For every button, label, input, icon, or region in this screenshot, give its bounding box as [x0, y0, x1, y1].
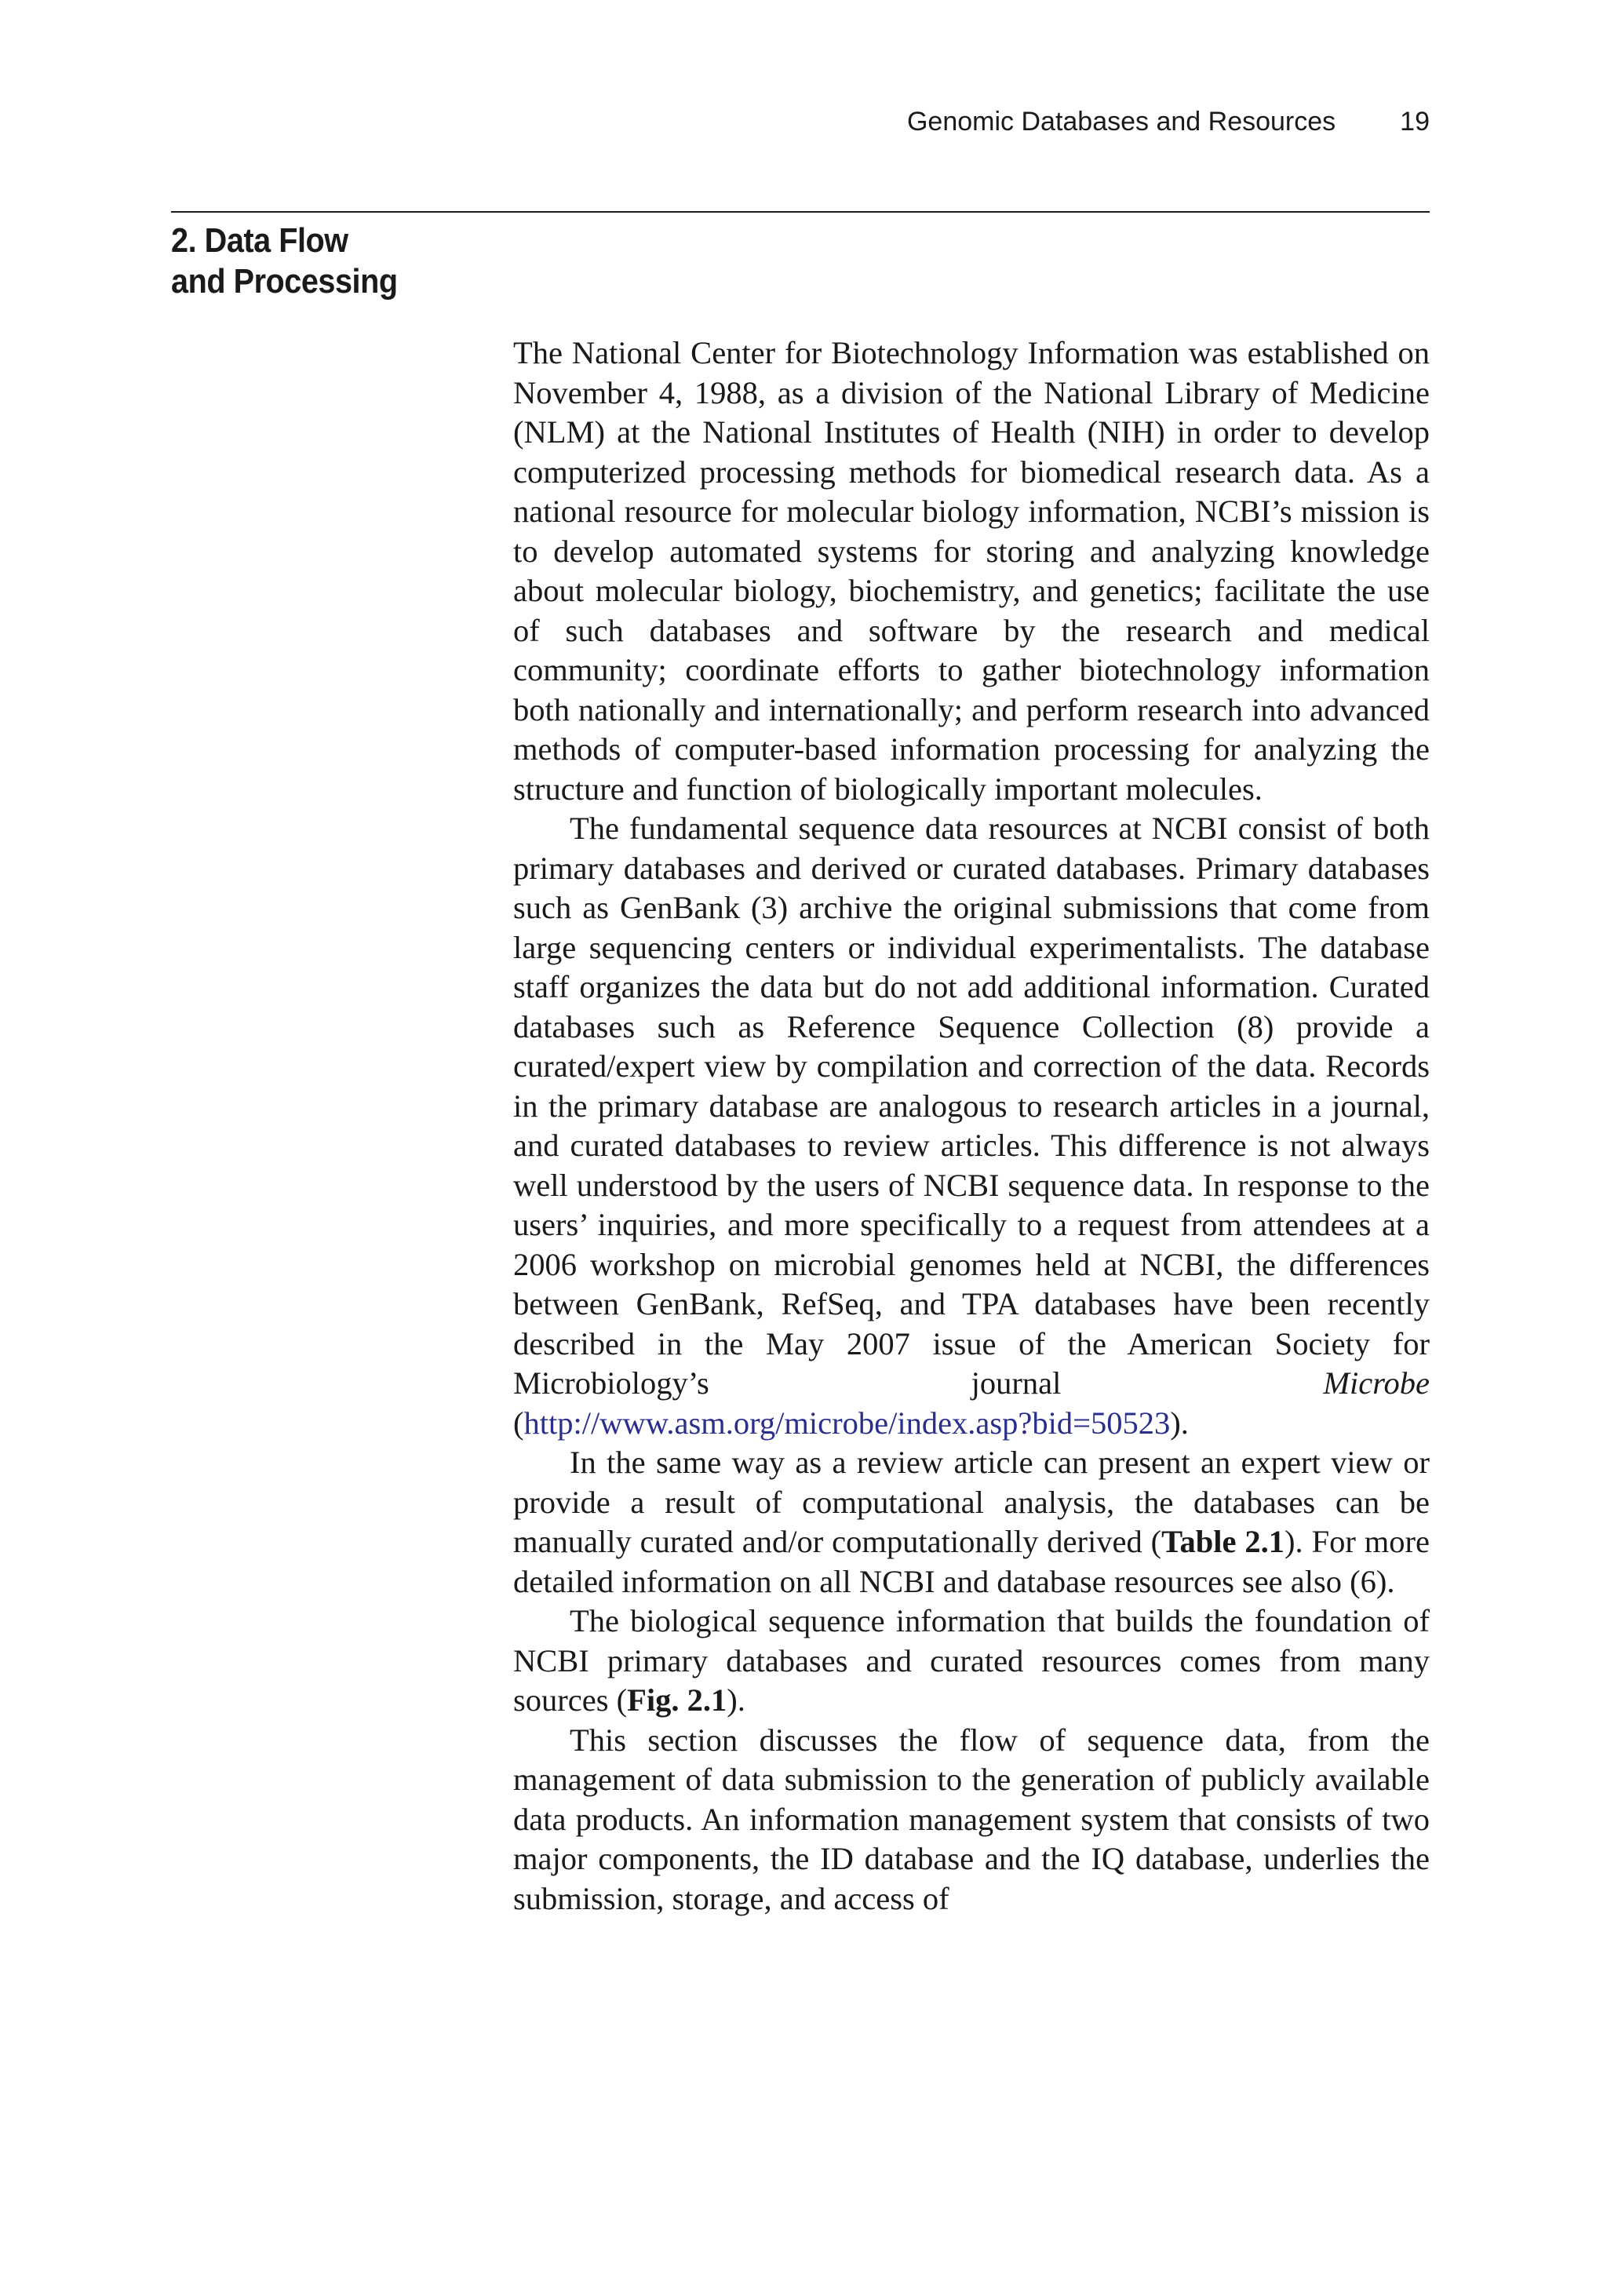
section-rule: [171, 211, 1430, 213]
paragraph-3-tail: ). For more detailed information on all NCBI and database resources see also (6).: [513, 1524, 1430, 1599]
table-reference: Table 2.1: [1161, 1524, 1285, 1559]
paragraph-1: The National Center for Biotechnology Information was established on November 4, 1988, as a division of the National Library of Medicine (NLM) at the National Institutes of Health (NIH) in order to develop computerized processing methods for biomedical research data. As a national resource for molecular biology information, NCBI’s mission is to develop automated systems for storing and analyzing knowledge about molecular biology, biochemistry, and genetics; facilitate the use of such databases and software by the research and medical community; coordinate efforts to gather biotechnology information both nationally and internationally; and perform research into advanced methods of computer-based information processing for analyzing the structure and function of biologically important molecules.: [513, 335, 1430, 807]
paragraph-5: This section discusses the flow of sequence data, from the management of data submission to the generation of publicly available data products. An information management system that consists of two major components, the ID database and the IQ database, underlies the submission, storage, and access of: [513, 1722, 1430, 1916]
section-heading-line-1: 2. Data Flow: [171, 221, 348, 260]
url-close-paren: ).: [1170, 1405, 1189, 1441]
paragraph-3-text: In the same way as a review article can present an expert view or provide a result of computational analysis, the databases can be manually curated and/or computationally derived (: [513, 1445, 1430, 1559]
paragraph-2-text: The fundamental sequence data resources at NCBI consist of both primary databases and derived or curated databases. Primary databases such as GenBank (3) archive the original submissions that come from large sequencing centers or individual experimentalists. The database staff organizes the data but do not add additional information. Curated databases such as Reference Sequence Collection (8) provide a curated/expert view by compilation and correction of the data. Records in the primary database are analogous to research articles in a journal, and curated databases to review articles. This difference is not always well understood by the users of NCBI sequence data. In response to the users’ inquiries, and more specifically to a request from attendees at a 2006 workshop on microbial genomes held at NCBI, the differences between GenBank, RefSeq, and TPA databases have been recently described in the May 2007 issue of the American Society for Microbiology’s journal: [513, 811, 1430, 1401]
running-head: [907, 108, 1430, 135]
paragraph-4-text: The biological sequence information that builds the foundation of NCBI primary databases and curated resources comes from many sources (: [513, 1603, 1430, 1718]
section-heading: [171, 220, 398, 302]
paragraph-4-tail: ).: [727, 1682, 745, 1718]
running-head-title: Genomic Databases and Resources: [906, 107, 1336, 137]
section-heading-line-2: and Processing: [171, 262, 398, 301]
page-number: 19: [1400, 107, 1430, 137]
paragraph-4: [513, 1602, 1430, 1721]
url-open-paren: (: [513, 1405, 524, 1441]
journal-name: Microbe: [1323, 1365, 1430, 1401]
microbe-url-link[interactable]: http://www.asm.org/microbe/index.asp?bid=50523: [523, 1405, 1171, 1441]
body-text: [513, 333, 1430, 1919]
figure-reference: Fig. 2.1: [627, 1682, 727, 1718]
paragraph-3: [513, 1443, 1430, 1602]
paragraph-2: [513, 809, 1430, 1443]
